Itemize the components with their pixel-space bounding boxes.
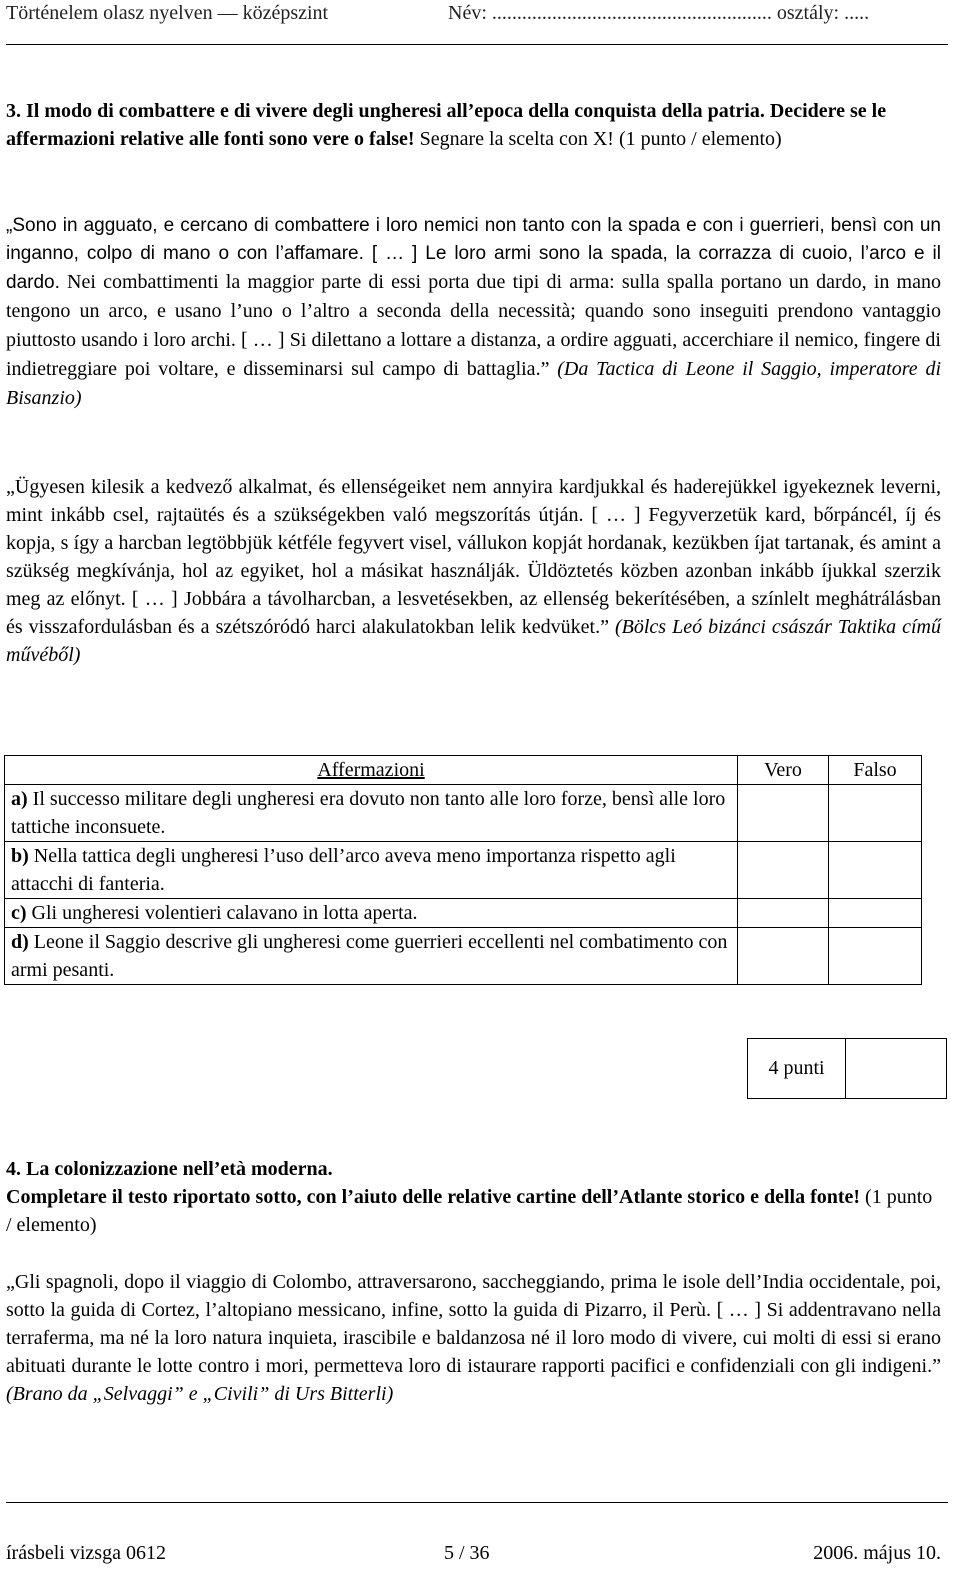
statement-letter: d) (11, 931, 29, 953)
statement-b (5, 842, 738, 899)
footer-rule (6, 1502, 948, 1503)
statement-text: Gli ungheresi volentieri calavano in lotta aperta. (26, 902, 418, 924)
header-affermazioni: Affermazioni (5, 756, 738, 785)
q3-title-bold: 3. Il modo di combattere e di vivere degli ungheresi all’epoca della conquista della patria. Decidere se le affermazioni relative alle fonti sono vere o false! (6, 100, 887, 150)
statement-text: Il successo militare degli ungheresi era dovuto non tanto alle loro forze, bensì alle loro tattiche inconsuete. (11, 788, 726, 838)
statement-a (5, 785, 738, 842)
score-input-cell[interactable] (846, 1039, 946, 1098)
q3-title-instruction: Segnare la scelta con X! (1 punto / elemento) (414, 128, 782, 150)
q4-source (6, 1268, 941, 1408)
statement-letter: a) (11, 788, 28, 810)
header-vero: Vero (738, 756, 829, 785)
header-subject: Történelem olasz nyelven — középszint (6, 2, 329, 24)
table-row (5, 842, 922, 899)
q3-source-italian (6, 212, 941, 413)
vero-checkbox-d[interactable] (738, 928, 829, 985)
table-row (5, 928, 922, 985)
q3-source-hungarian (6, 473, 941, 669)
q4-title: 4. La colonizzazione nell’età moderna. (6, 1158, 333, 1180)
statement-text: Leone il Saggio descrive gli ungheresi come guerrieri eccellenti nel combatimento con armi pesanti. (11, 931, 728, 981)
falso-checkbox-c[interactable] (829, 899, 922, 928)
header-falso: Falso (829, 756, 922, 785)
q4-instruction (6, 1183, 941, 1239)
q3-source-it-part2: Nei combattimenti la maggior parte di essi porta due tipi di arma: sulla spalla portano un dardo, in mano tengono un arco, e usano l’uno o l’altro a seconda della necessità; quando sono inseguiti prendono vantaggio piuttosto usando i loro archi. [ … ] Si dilettano a lottare a distanza, a ordire agguati, accerchiare il nemico, fingere di indietreggiare poi voltare, e disseminarsi sul campo di battaglia.” (6, 271, 941, 380)
q3-source-it-part1: „Sono in agguato, e cercano di combattere i loro nemici non tanto con la spada e con i guerrieri, bensì con un inganno, colpo di mano o con l’affamare. [ … ] Le loro armi sono la spada, la corrazza di cuoio, l’arco e il dardo. (6, 215, 941, 293)
page-header (6, 0, 946, 30)
header-rule (6, 44, 948, 45)
footer-exam-code: írásbeli vizsga 0612 (6, 1542, 166, 1564)
vero-checkbox-b[interactable] (738, 842, 829, 899)
header-name-field: Név: ........................................................ osztály: ..... (448, 2, 870, 24)
vero-checkbox-a[interactable] (738, 785, 829, 842)
table-header-row (5, 756, 922, 785)
falso-checkbox-d[interactable] (829, 928, 922, 985)
falso-checkbox-b[interactable] (829, 842, 922, 899)
vero-checkbox-c[interactable] (738, 899, 829, 928)
statement-letter: c) (11, 902, 27, 924)
score-label: 4 punti (748, 1039, 846, 1098)
statement-d (5, 928, 738, 985)
statement-c (5, 899, 738, 928)
q4-source-text: „Gli spagnoli, dopo il viaggio di Colombo, attraversarono, saccheggiando, prima le isole dell’India occidentale, poi, sotto la guida di Cortez, l’altopiano messicano, infine, sotto la guida di Pizarro, il Perù. [ … ] Si addentravano nella terraferma, ma né la loro natura inquieta, irascibile e baldanzosa né il loro modo di vivere, cui molti di essi si erano abituati durante le lotte contro i mori, permetteva loro di istaurare rapporti pacifici e confidenziali con gli indigeni.” (6, 1271, 941, 1377)
q3-source-hu-citation: (Bölcs Leó bizánci császár Taktika című művéből) (6, 616, 941, 666)
statement-letter: b) (11, 845, 29, 867)
score-box (747, 1038, 947, 1099)
table-row (5, 785, 922, 842)
falso-checkbox-a[interactable] (829, 785, 922, 842)
statement-text: Nella tattica degli ungheresi l’uso dell’arco aveva meno importanza rispetto agli attacchi di fanteria. (11, 845, 676, 895)
q4-source-citation: (Brano da „Selvaggi” e „Civili” di Urs Bitterli) (6, 1383, 394, 1405)
q4-instruction-points: (1 punto / elemento) (6, 1186, 933, 1236)
q4-instruction-bold: Completare il testo riportato sotto, con l’aiuto delle relative cartine dell’Atlante storico e della fonte! (6, 1186, 861, 1208)
footer-date: 2006. május 10. (813, 1542, 941, 1564)
table-row (5, 899, 922, 928)
q3-title (6, 97, 941, 153)
affermazioni-table (4, 755, 922, 985)
q3-source-it-citation: (Da Tactica di Leone il Saggio, imperatore di Bisanzio) (6, 358, 941, 409)
q3-source-hu-text: „Ügyesen kilesik a kedvező alkalmat, és ellenségeiket nem annyira kardjukkal és haderejükkel igyekeznek leverni, mint inkább csel, rajtaütés és a szükségekben való megszorítás útján. [ … ] Fegyverzetük kard, bőrpáncél, íj és kopja, s így a harcban legtöbbjük kétféle fegyvert visel, vállukon kopját hordanak, kezükben íjat tartanak, és amint a szükség megkívánja, hol az egyiket, hol a másikat használják. Üldöztetés közben azonban inkább íjukkal szerzik meg az előnyt. [ … ] Jobbára a távolharcban, a lesvetésekben, az ellenség bekerítésében, a színlelt meghátrálásban és visszafordulásban és a szétszóródó harci alakulatokban lelik kedvüket.” (6, 476, 941, 638)
footer-page-number: 5 / 36 (444, 1542, 490, 1564)
